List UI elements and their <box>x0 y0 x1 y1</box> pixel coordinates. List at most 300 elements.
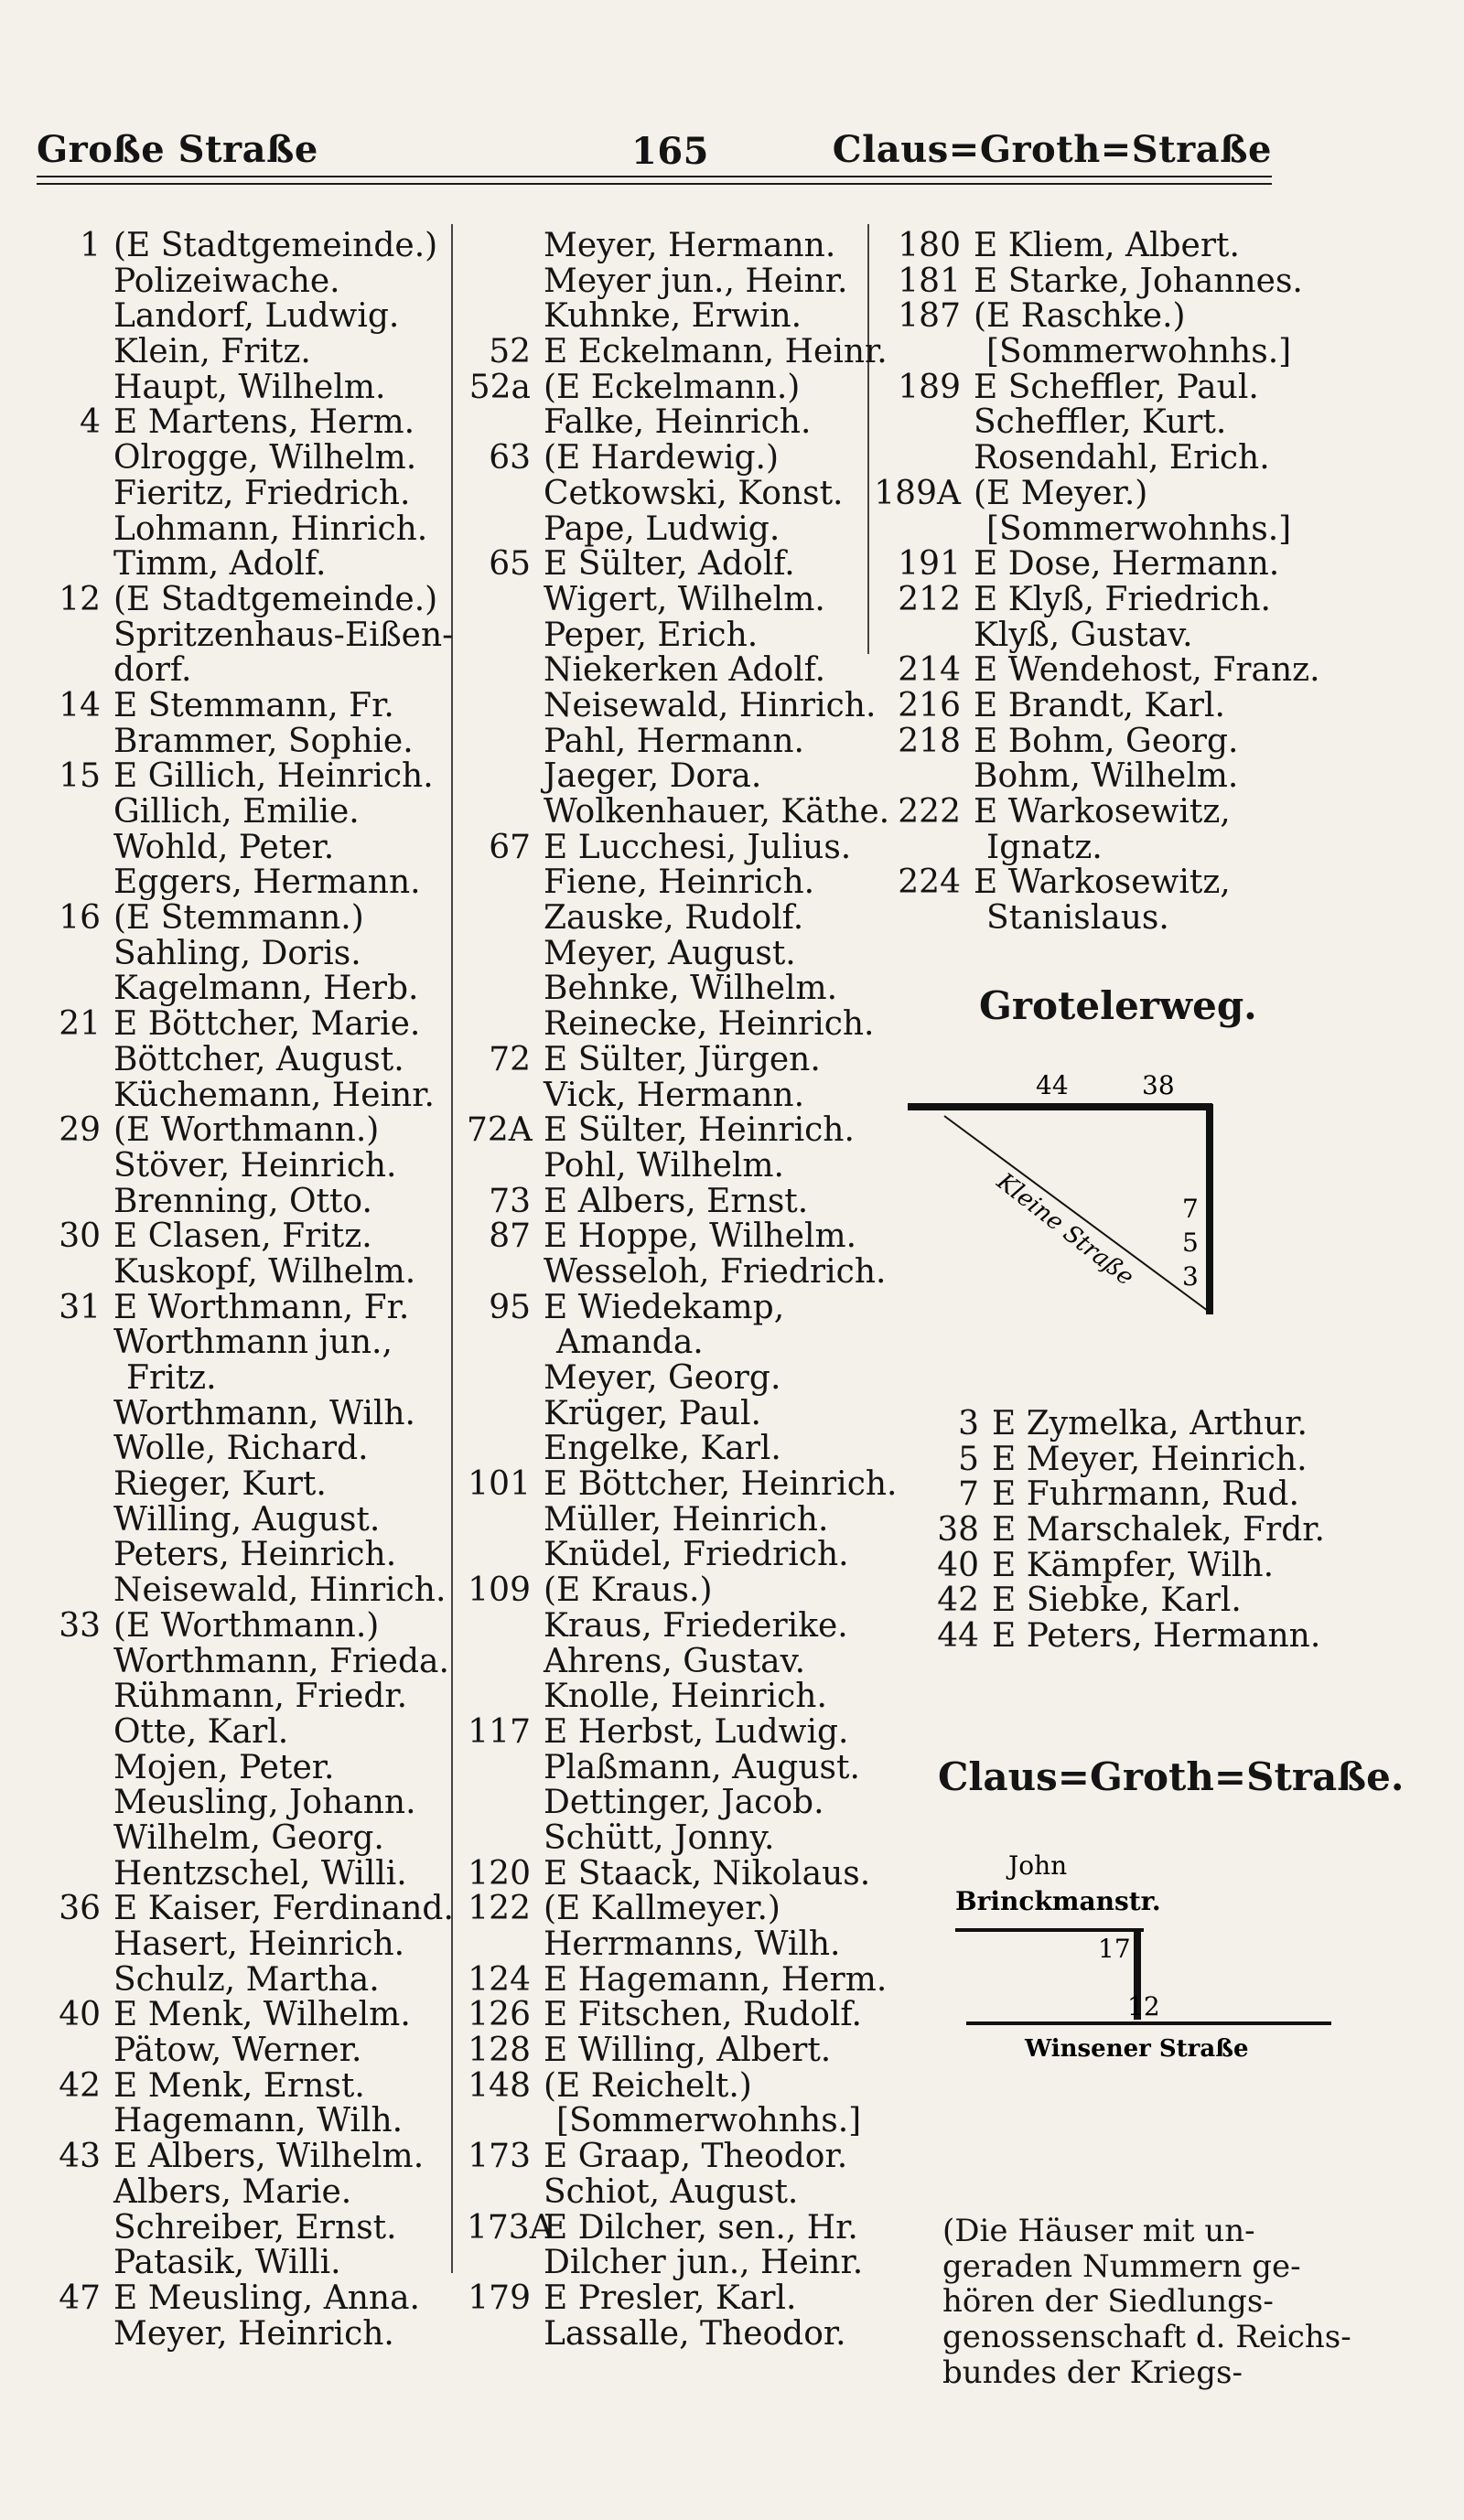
grotelerweg-entries <box>860 1407 1325 1655</box>
resident-name: Peters, Heinrich. <box>113 1536 397 1574</box>
house-number: 214 <box>898 651 961 690</box>
resident-name: E Albers, Wilhelm. <box>113 2138 425 2176</box>
directory-entry <box>467 1960 888 1999</box>
resident-name: Kuhnke, Erwin. <box>544 297 802 336</box>
directory-entry <box>860 474 1372 512</box>
house-number: 72 <box>489 1040 531 1078</box>
resident-name: E Böttcher, Heinrich. <box>544 1465 898 1504</box>
resident-name: E Worthmann, Fr. <box>113 1288 410 1326</box>
directory-entry <box>37 405 458 441</box>
resident-name: E Menk, Ernst. <box>113 2066 365 2105</box>
resident-name: Pätow, Werner. <box>113 2032 362 2070</box>
house-number: 180 <box>898 227 961 264</box>
resident-name: E Gillich, Heinrich. <box>113 757 434 796</box>
house-number: 63 <box>489 439 531 477</box>
directory-entry <box>467 795 888 831</box>
directory-entry <box>37 865 458 901</box>
house-number: 44 <box>937 1617 979 1656</box>
directory-entry <box>37 370 458 406</box>
house-number: 42 <box>937 1582 979 1620</box>
resident-name: (E Stemmann.) <box>113 899 364 938</box>
directory-entry <box>37 2208 458 2247</box>
directory-entry <box>467 828 888 866</box>
resident-name: Mojen, Peter. <box>113 1748 335 1786</box>
directory-entry <box>37 618 458 654</box>
directory-entry <box>37 2172 458 2211</box>
resident-name: Rosendahl, Erich. <box>974 439 1270 477</box>
column-grosse-strasse-1 <box>37 229 458 2352</box>
house-number: 21 <box>59 1005 101 1044</box>
resident-name: Engelke, Karl. <box>544 1430 781 1468</box>
grotelerweg-number-3: 3 <box>1182 1261 1199 1292</box>
directory-entry <box>467 1892 888 1927</box>
resident-name: Schreiber, Ernst. <box>113 2208 397 2247</box>
house-number: 181 <box>898 262 961 300</box>
resident-name: E Peters, Hermann. <box>992 1617 1321 1656</box>
directory-entry <box>37 335 458 370</box>
directory-entry <box>37 1113 458 1149</box>
directory-entry <box>37 1642 458 1680</box>
resident-name: E Lucchesi, Julius. <box>544 828 852 866</box>
street-label-winsener: Winsener Straße <box>1025 2035 1249 2063</box>
directory-entry <box>467 1182 888 1220</box>
resident-name: E Warkosewitz, <box>974 863 1231 902</box>
resident-name: E Sülter, Adolf. <box>544 545 795 584</box>
directory-entry <box>860 580 1372 618</box>
resident-name: E Meyer, Heinrich. <box>992 1440 1308 1478</box>
directory-entry <box>37 1748 458 1786</box>
directory-entry <box>467 865 888 901</box>
resident-name: Meyer, August. <box>544 934 796 972</box>
directory-entry <box>860 865 1372 901</box>
directory-entry <box>37 1960 458 1999</box>
directory-entry <box>37 1432 458 1467</box>
directory-entry <box>37 901 458 937</box>
directory-entry <box>467 1252 888 1291</box>
directory-entry <box>467 1465 898 1504</box>
house-number: 30 <box>59 1217 101 1256</box>
resident-name: Willing, August. <box>113 1500 381 1539</box>
header-street-right: Claus=Groth=Straße <box>832 128 1272 171</box>
resident-name: Dilcher jun., Heinr. <box>544 2244 864 2282</box>
resident-name: (E Worthmann.) <box>113 1111 380 1150</box>
resident-name: Niekerken Adolf. <box>544 651 826 690</box>
resident-name: E Warkosewitz, <box>974 793 1231 831</box>
directory-entry <box>467 299 888 335</box>
resident-name: E Hagemann, Herm. <box>544 1960 888 1999</box>
note-line: hören der Siedlungs- <box>942 2283 1274 2321</box>
grotelerweg-number-5: 5 <box>1182 1228 1199 1258</box>
directory-entry <box>37 795 458 831</box>
resident-name: Pahl, Hermann. <box>544 722 804 760</box>
resident-name: E Kliem, Albert. <box>974 227 1240 264</box>
resident-name: E Sülter, Heinrich. <box>544 1111 855 1150</box>
resident-name: Hagemann, Wilh. <box>113 2102 404 2140</box>
resident-name: Cetkowski, Konst. <box>544 474 844 512</box>
resident-name: E Dilcher, sen., Hr. <box>544 2208 858 2247</box>
directory-entry <box>860 299 1372 335</box>
resident-name: Krüger, Paul. <box>544 1394 761 1432</box>
directory-entry <box>37 1146 458 1185</box>
resident-name: E Herbst, Ludwig. <box>544 1712 849 1751</box>
directory-entry <box>37 971 458 1007</box>
house-number: 117 <box>468 1712 531 1751</box>
house-number: 47 <box>59 2279 101 2317</box>
directory-entry <box>467 1998 888 2033</box>
directory-entry <box>467 618 888 654</box>
resident-name: Worthmann jun., <box>113 1324 393 1362</box>
directory-entry <box>467 1538 888 1573</box>
resident-name: E Sülter, Jürgen. <box>544 1040 821 1078</box>
grotelerweg-number-7: 7 <box>1182 1194 1199 1224</box>
resident-name: Wolle, Richard. <box>113 1430 369 1468</box>
resident-name: Stöver, Heinrich. <box>113 1146 397 1185</box>
house-number: 109 <box>468 1571 531 1610</box>
directory-entry <box>467 580 888 618</box>
directory-entry <box>467 1679 888 1715</box>
directory-entry <box>860 509 1372 548</box>
directory-entry <box>37 724 458 760</box>
house-number: 1 <box>80 227 101 264</box>
house-number: 124 <box>468 1960 531 1999</box>
resident-name: E Meusling, Anna. <box>113 2279 420 2317</box>
directory-entry <box>467 370 888 406</box>
house-number: 173 <box>468 2138 531 2176</box>
directory-entry <box>37 1007 458 1043</box>
resident-name: Hasert, Heinrich. <box>113 1925 405 1963</box>
resident-name: E Brandt, Karl. <box>974 686 1225 724</box>
resident-name: Olrogge, Wilhelm. <box>113 439 417 477</box>
directory-entry <box>37 1785 458 1821</box>
directory-entry <box>467 1500 888 1539</box>
directory-entry <box>467 1606 888 1645</box>
resident-name: (E Stadtgemeinde.) <box>113 227 438 264</box>
directory-entry <box>467 1818 888 1857</box>
resident-name: Lohmann, Hinrich. <box>113 509 428 548</box>
house-number: 73 <box>489 1182 531 1220</box>
directory-entry <box>467 2033 888 2069</box>
house-number: 216 <box>898 686 961 724</box>
resident-name: Meyer, Georg. <box>544 1359 781 1397</box>
grotelerweg-street-sketch <box>897 1056 1281 1331</box>
directory-entry <box>467 724 888 760</box>
resident-name: E Willing, Albert. <box>544 2032 832 2070</box>
directory-entry <box>467 759 888 795</box>
resident-name: Wilhelm, Georg. <box>113 1818 384 1857</box>
resident-name: Stanislaus. <box>986 899 1169 938</box>
directory-entry <box>860 653 1372 689</box>
resident-name: (E Eckelmann.) <box>544 368 801 406</box>
resident-name: Landorf, Ludwig. <box>113 297 400 336</box>
directory-entry <box>467 1642 888 1680</box>
claus-groth-number-12: 12 <box>1127 1991 1160 2021</box>
resident-name: Meusling, Johann. <box>113 1784 416 1822</box>
resident-name: E Siebke, Karl. <box>992 1582 1242 1620</box>
house-number: 179 <box>468 2279 531 2317</box>
directory-entry <box>37 1606 458 1645</box>
resident-name: (E Worthmann.) <box>113 1606 380 1645</box>
directory-entry <box>37 759 458 795</box>
claus-groth-number-17: 17 <box>1098 1934 1131 1964</box>
directory-entry <box>467 474 888 512</box>
header-street-left: Große Straße <box>37 128 318 171</box>
directory-entry <box>37 509 458 548</box>
resident-name: Böttcher, August. <box>113 1040 404 1078</box>
directory-entry <box>467 229 888 264</box>
directory-entry <box>37 1818 458 1857</box>
directory-entry <box>37 828 458 866</box>
resident-name: Wesseloh, Friedrich. <box>544 1252 887 1291</box>
house-number: 95 <box>489 1288 531 1326</box>
directory-entry <box>467 2104 888 2139</box>
resident-name: E Albers, Ernst. <box>544 1182 809 1220</box>
resident-name: Meyer jun., Heinr. <box>544 262 848 300</box>
house-number: 87 <box>489 1217 531 1256</box>
resident-name: Meyer, Heinrich. <box>113 2314 394 2353</box>
directory-entry <box>467 1146 888 1185</box>
resident-name: Patasik, Willi. <box>113 2244 341 2282</box>
directory-entry <box>467 2172 888 2211</box>
resident-name: (E Kallmeyer.) <box>544 1890 780 1928</box>
directory-entry <box>467 2066 888 2105</box>
resident-name: Lassalle, Theodor. <box>544 2314 846 2353</box>
directory-entry <box>37 1998 458 2033</box>
resident-name: E Stemmann, Fr. <box>113 686 394 724</box>
directory-entry <box>860 1442 1325 1478</box>
resident-name: Gillich, Emilie. <box>113 793 360 831</box>
directory-entry <box>467 1432 888 1467</box>
resident-name: Wohld, Peter. <box>113 828 335 866</box>
house-number: 218 <box>898 722 961 760</box>
resident-name: Kuskopf, Wilhelm. <box>113 1252 416 1291</box>
directory-entry <box>467 1748 888 1786</box>
directory-entry <box>860 405 1372 441</box>
resident-name: E Hoppe, Wilhelm. <box>544 1217 857 1256</box>
resident-name: Kagelmann, Herb. <box>113 970 419 1008</box>
resident-name: Hentzschel, Willi. <box>113 1854 407 1893</box>
resident-name: E Bohm, Georg. <box>974 722 1239 760</box>
directory-entry <box>37 1573 458 1609</box>
directory-entry <box>860 1583 1325 1619</box>
directory-entry <box>37 229 458 264</box>
directory-entry <box>37 934 458 972</box>
house-number: 72A <box>467 1111 533 1150</box>
directory-entry <box>860 901 1372 937</box>
directory-entry <box>37 1361 458 1397</box>
house-number: 36 <box>59 1890 101 1928</box>
resident-name: E Starke, Johannes. <box>974 262 1303 300</box>
resident-name: Albers, Marie. <box>113 2172 352 2211</box>
directory-entry <box>860 686 1372 724</box>
resident-name: Klein, Fritz. <box>113 333 311 371</box>
column-grosse-strasse-2 <box>467 227 898 2353</box>
house-number: 33 <box>59 1606 101 1645</box>
resident-name: E Graap, Theodor. <box>544 2138 848 2176</box>
resident-name: Knolle, Heinrich. <box>544 1678 827 1716</box>
directory-entry <box>37 2104 458 2139</box>
directory-entry <box>467 1113 888 1149</box>
directory-entry <box>37 1040 458 1078</box>
directory-entry <box>467 2281 888 2317</box>
resident-name: Kraus, Friederike. <box>544 1606 848 1645</box>
street-label-brinckmanstr: Brinckmanstr. <box>955 1886 1161 1916</box>
note-line: (Die Häuser mit un- <box>942 2213 1255 2249</box>
house-number: 52 <box>489 333 531 371</box>
directory-entry <box>37 2314 458 2353</box>
resident-name: dorf. <box>113 651 192 690</box>
directory-entry <box>37 1892 458 1927</box>
resident-name: Bohm, Wilhelm. <box>974 757 1239 796</box>
resident-name: E Fitschen, Rudolf. <box>544 1996 862 2034</box>
resident-name: Klyß, Gustav. <box>974 616 1193 654</box>
note-line: genossenschaft d. Reichs- <box>942 2319 1351 2356</box>
house-number: 120 <box>468 1854 531 1893</box>
house-number: 38 <box>937 1511 979 1550</box>
house-number: 52a <box>468 368 531 406</box>
house-number: 189 <box>898 368 961 406</box>
house-number: 224 <box>898 863 961 902</box>
house-number: 191 <box>898 545 961 584</box>
resident-name: (E Stadtgemeinde.) <box>113 580 438 618</box>
directory-entry <box>467 1394 888 1432</box>
directory-entry <box>37 264 458 300</box>
directory-entry <box>37 1252 458 1291</box>
resident-name: Scheffler, Kurt. <box>974 403 1227 442</box>
section-title-claus-groth-strasse: Claus=Groth=Straße. <box>938 1754 1405 1799</box>
resident-name: E Staack, Nikolaus. <box>544 1854 871 1893</box>
resident-name: E Eckelmann, Heinr. <box>544 333 888 371</box>
resident-name: Behnke, Wilhelm. <box>544 970 838 1008</box>
resident-name: Spritzenhaus-Eißen- <box>113 616 454 654</box>
directory-entry <box>467 2139 888 2175</box>
resident-name: E Scheffler, Paul. <box>974 368 1259 406</box>
resident-name: Küchemann, Heinr. <box>113 1076 435 1114</box>
directory-entry <box>860 1513 1325 1549</box>
resident-name: E Wendehost, Franz. <box>974 651 1320 690</box>
directory-entry <box>37 1538 458 1573</box>
resident-name: Reinecke, Heinrich. <box>544 1005 875 1044</box>
directory-entry <box>467 441 888 477</box>
directory-entry <box>860 264 1372 300</box>
resident-name: Müller, Heinrich. <box>544 1500 829 1539</box>
directory-entry <box>467 1573 888 1609</box>
resident-name: Fieritz, Friedrich. <box>113 474 411 512</box>
directory-entry <box>467 934 888 972</box>
directory-entry <box>467 264 888 300</box>
house-number: 40 <box>937 1546 979 1584</box>
directory-entry <box>467 1927 888 1963</box>
directory-entry <box>860 370 1372 406</box>
directory-entry <box>37 2246 458 2281</box>
directory-entry <box>860 618 1372 654</box>
resident-name: E Kämpfer, Wilh. <box>992 1546 1275 1584</box>
resident-name: Schulz, Martha. <box>113 1960 380 1999</box>
house-number: 122 <box>468 1890 531 1928</box>
house-number: 173A <box>467 2208 554 2247</box>
note-line: bundes der Kriegs- <box>942 2354 1243 2391</box>
directory-entry <box>860 828 1372 866</box>
resident-name: Plaßmann, August. <box>544 1748 860 1786</box>
house-number: 31 <box>59 1288 101 1326</box>
house-number: 189A <box>874 474 961 512</box>
directory-entry <box>37 1679 458 1715</box>
resident-name: E Kaiser, Ferdinand. <box>113 1890 454 1928</box>
directory-entry <box>37 1219 458 1255</box>
directory-entry <box>37 580 458 618</box>
directory-entry <box>860 229 1372 264</box>
directory-entry <box>467 1854 888 1893</box>
house-number: 222 <box>898 793 961 831</box>
resident-name: E Klyß, Friedrich. <box>974 580 1271 618</box>
resident-name: Pape, Ludwig. <box>544 509 780 548</box>
directory-entry <box>860 1407 1325 1442</box>
resident-name: E Menk, Wilhelm. <box>113 1996 411 2034</box>
directory-entry <box>37 2033 458 2069</box>
resident-name: E Wiedekamp, <box>544 1288 785 1326</box>
directory-entry <box>467 335 888 370</box>
resident-name: Neisewald, Hinrich. <box>544 686 877 724</box>
resident-name: Wigert, Wilhelm. <box>544 580 825 618</box>
resident-name: [Sommerwohnhs.] <box>986 333 1292 371</box>
resident-name: Eggers, Hermann. <box>113 863 421 902</box>
resident-name: Schiot, August. <box>544 2172 799 2211</box>
resident-name: E Dose, Hermann. <box>974 545 1280 584</box>
resident-name: E Presler, Karl. <box>544 2279 797 2317</box>
directory-entry <box>860 724 1372 760</box>
directory-entry <box>37 441 458 477</box>
resident-name: Wolkenhauer, Käthe. <box>544 793 890 831</box>
resident-name: (E Reichelt.) <box>544 2066 752 2105</box>
directory-entry <box>467 1040 888 1078</box>
directory-entry <box>467 405 888 441</box>
directory-entry <box>467 1325 888 1361</box>
resident-name: Vick, Hermann. <box>544 1076 805 1114</box>
grotelerweg-number-38: 38 <box>1142 1070 1175 1100</box>
directory-entry <box>467 509 888 548</box>
header-rule-second <box>37 183 1272 185</box>
resident-name: E Fuhrmann, Rud. <box>992 1475 1299 1514</box>
resident-name: Pohl, Wilhelm. <box>544 1146 785 1185</box>
resident-name: Sahling, Doris. <box>113 934 361 972</box>
claus-groth-street-sketch <box>952 1843 1336 2086</box>
resident-name: Dettinger, Jacob. <box>544 1784 824 1822</box>
column-grosse-strasse-3 <box>860 229 1372 937</box>
directory-entry <box>37 1712 458 1751</box>
directory-entry <box>467 1361 888 1397</box>
grotelerweg-number-44: 44 <box>1036 1070 1069 1100</box>
directory-entry <box>467 547 888 583</box>
house-number: 29 <box>59 1111 101 1150</box>
directory-entry <box>37 1467 458 1503</box>
directory-entry <box>37 547 458 583</box>
directory-entry <box>467 2208 888 2247</box>
resident-name: Zauske, Rudolf. <box>544 899 804 938</box>
resident-name: Schütt, Jonny. <box>544 1818 775 1857</box>
resident-name: Peper, Erich. <box>544 616 759 654</box>
directory-entry <box>37 2139 458 2175</box>
claus-groth-note <box>942 2214 1363 2391</box>
directory-entry <box>467 2246 888 2281</box>
directory-entry <box>467 653 888 689</box>
directory-entry <box>37 1078 458 1114</box>
directory-entry <box>467 1007 888 1043</box>
resident-name: Jaeger, Dora. <box>544 757 762 796</box>
directory-entry <box>37 686 458 724</box>
house-number: 212 <box>898 580 961 618</box>
house-number: 4 <box>80 403 101 442</box>
resident-name: E Marschalek, Frdr. <box>992 1511 1325 1550</box>
directory-entry <box>37 1500 458 1539</box>
